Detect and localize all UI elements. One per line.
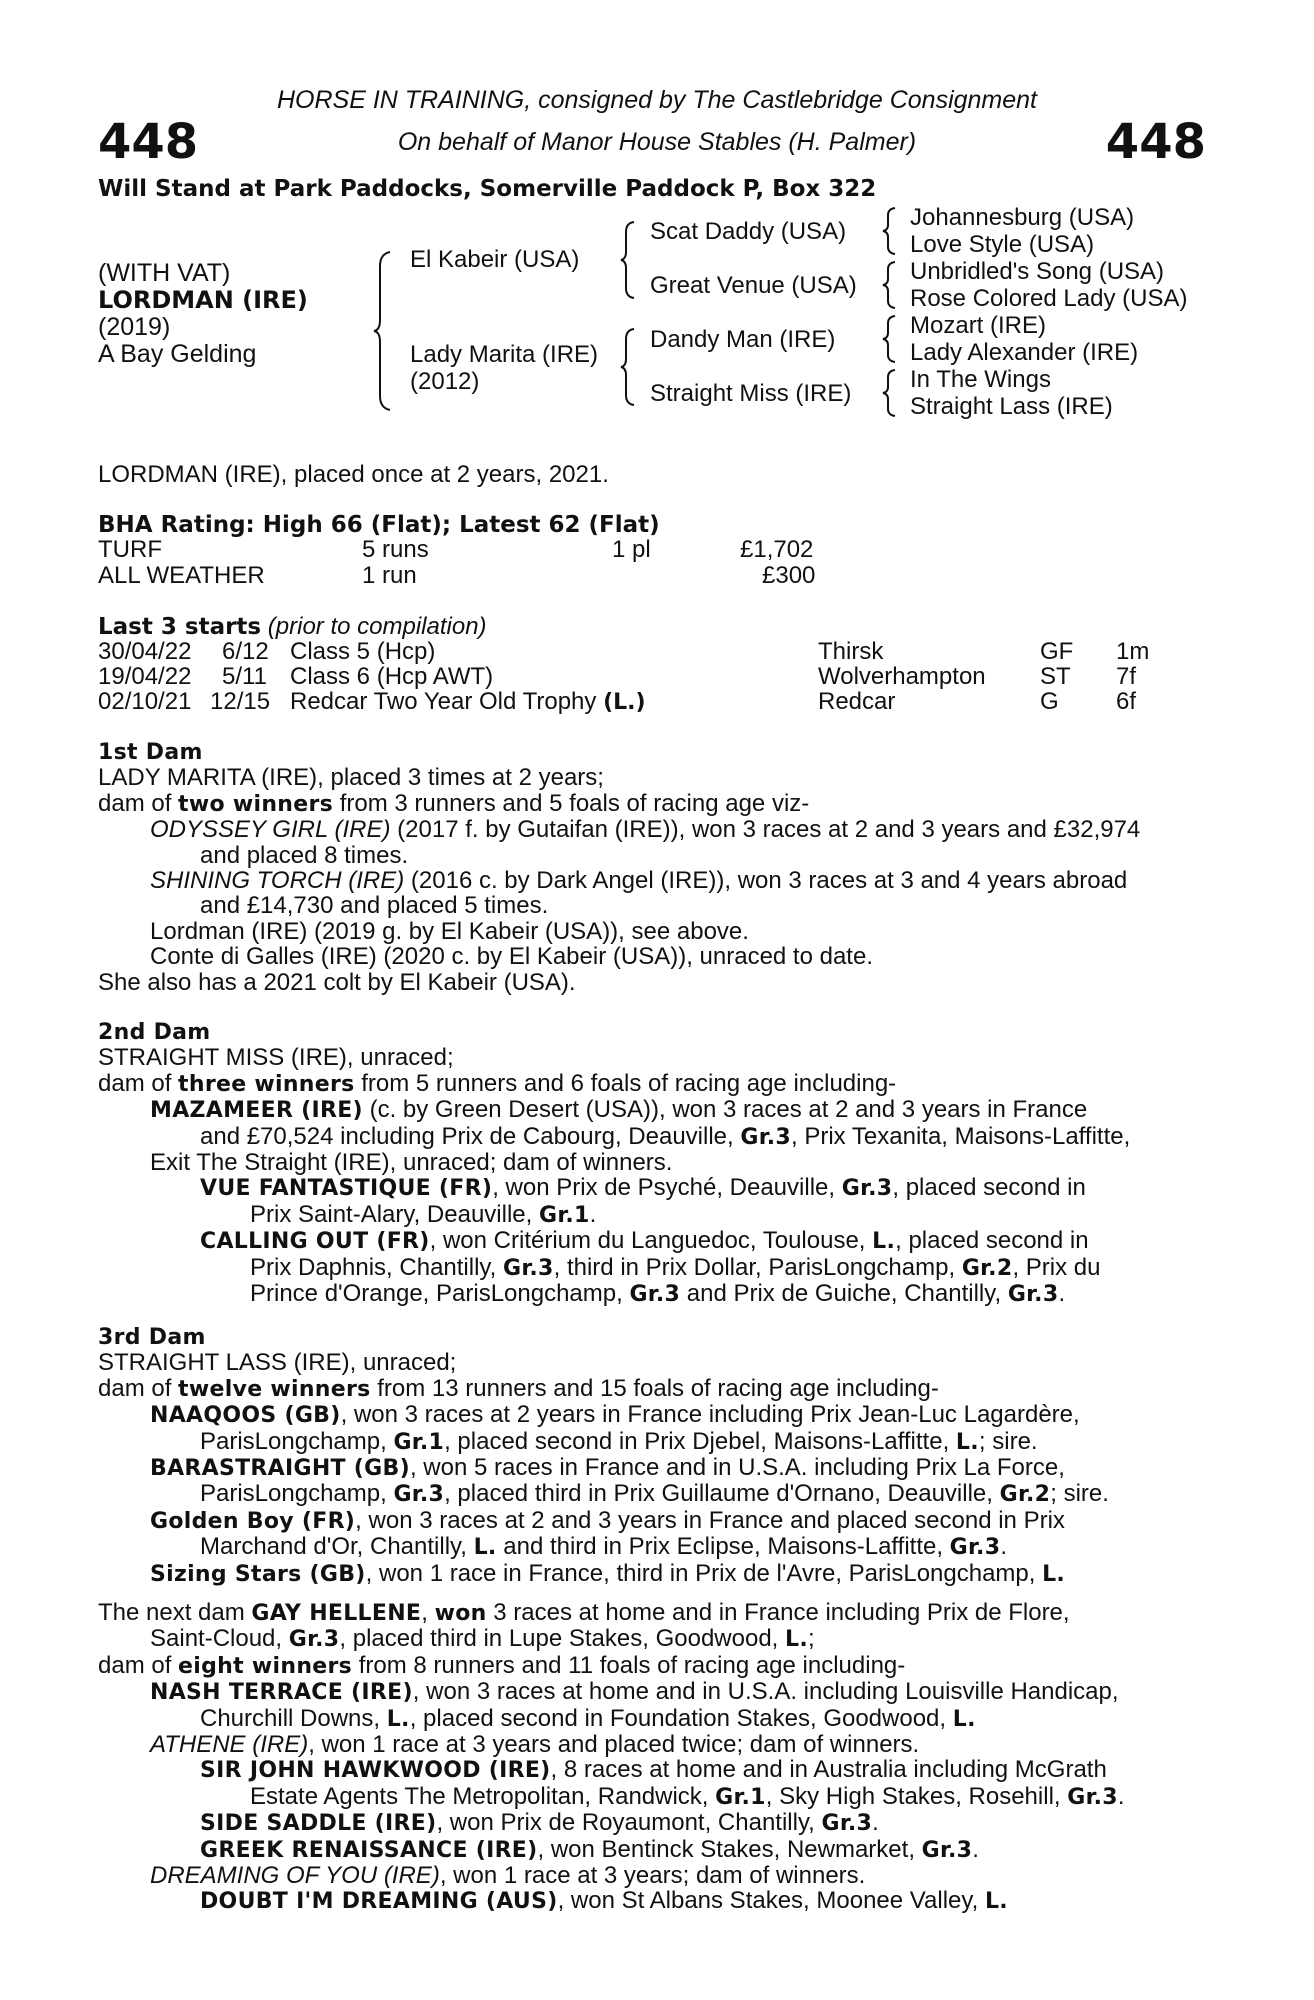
text: Prince d'Orange, ParisLongchamp, [250, 1280, 630, 1308]
pedigree-sss: Johannesburg (USA) [910, 204, 1135, 231]
pedigree-sdd: Rose Colored Lady (USA) [910, 285, 1188, 312]
pedigree-ssd: Love Style (USA) [910, 231, 1095, 258]
horse-description: A Bay Gelding [98, 340, 257, 368]
grade: Gr.3 [949, 1535, 1001, 1561]
turf-surface: TURF [98, 536, 162, 563]
grade: Gr.3 [393, 1482, 445, 1508]
grandprogeny-cont [98, 1202, 1208, 1228]
text: , third in Prix Dollar, ParisLongchamp, [553, 1253, 962, 1281]
text: , won Bentinck Stakes, Newmarket, [537, 1835, 922, 1863]
horse-name: GREEK RENAISSANCE (IRE) [200, 1837, 538, 1863]
start-race: Redcar Two Year Old Trophy [290, 688, 597, 715]
text: , 8 races at home and in Australia including McGrath [550, 1756, 1107, 1784]
dam-line: STRAIGHT LASS (IRE), unraced; [98, 1349, 457, 1377]
grade: L. [1042, 1561, 1066, 1587]
start-course: Redcar [818, 688, 896, 715]
start-course: Thirsk [818, 638, 884, 665]
text: (c. by Green Desert (USA)), won 3 races at 2 and 3 years in France [362, 1096, 1088, 1124]
text: Churchill Downs, [200, 1704, 387, 1732]
progeny-cont [98, 1124, 1208, 1150]
last-starts-note: (prior to compilation) [267, 613, 487, 640]
last-starts-title: Last 3 starts [98, 614, 262, 640]
grade: Gr.2 [999, 1482, 1051, 1508]
text: , won St Albans Stakes, Moonee Valley, [557, 1887, 985, 1915]
horse-name: SHINING TORCH (IRE) [150, 867, 405, 895]
section-title: 2nd Dam [98, 1020, 211, 1045]
start-distance: 6f [1116, 688, 1137, 715]
text: dam of [98, 1374, 179, 1402]
text: , won 3 races at 2 and 3 years in France and placed second in Prix [355, 1506, 1065, 1534]
text: , won 3 races at home and in U.S.A. including Louisville Handicap, [412, 1678, 1119, 1706]
grade: Gr.3 [821, 1811, 873, 1837]
horse-name: SIR JOHN HAWKWOOD (IRE) [200, 1758, 551, 1784]
horse-name: CALLING OUT (FR) [200, 1229, 430, 1255]
text: ; sire. [978, 1427, 1038, 1455]
progeny-athene [98, 1732, 1208, 1757]
text: , placed second in Prix Djebel, Maisons-Laffitte, [444, 1427, 956, 1455]
dam-produce-line [98, 1653, 1208, 1679]
pedigree-sds: Unbridled's Song (USA) [910, 258, 1165, 285]
text: , Sky High Stakes, Rosehill, [765, 1782, 1068, 1810]
text: , placed second in [895, 1227, 1089, 1255]
text: from 5 runners and 6 foals of racing age including- [354, 1069, 897, 1097]
text: , Prix du [1012, 1253, 1101, 1281]
text: and Prix de Guiche, Chantilly, [680, 1280, 1008, 1308]
start-position: 12/15 [210, 688, 271, 715]
aw-earnings: £300 [762, 562, 816, 589]
progeny-golden-boy [98, 1508, 1208, 1534]
aw-surface: ALL WEATHER [98, 562, 265, 589]
turf-runs: 5 runs [362, 536, 429, 563]
text: (2016 c. by Dark Angel (IRE)), won 3 races at 3 and 4 years abroad [404, 867, 1128, 895]
text: dam of [98, 789, 179, 817]
progeny-cont [98, 1429, 1208, 1455]
grade: Gr.3 [629, 1282, 681, 1308]
text: . [972, 1835, 979, 1863]
winners-count: eight winners [178, 1653, 353, 1679]
text: , placed third in Lupe Stakes, Goodwood, [339, 1625, 786, 1653]
horse-name: Sizing Stars (GB) [150, 1561, 366, 1587]
section-title: 3rd Dam [98, 1325, 206, 1350]
text: ParisLongchamp, [200, 1480, 394, 1508]
pedigree-ddd: Straight Lass (IRE) [910, 393, 1113, 420]
start-date: 02/10/21 [98, 688, 192, 715]
text: , placed third in Prix Guillaume d'Ornano, Deauville, [444, 1480, 1000, 1508]
winners-count: two winners [178, 791, 334, 817]
text: . [1058, 1280, 1066, 1308]
text: , [421, 1599, 435, 1626]
pedigree-sire: El Kabeir (USA) [410, 246, 580, 273]
horse-name: DOUBT I'M DREAMING (AUS) [200, 1889, 558, 1915]
lot-number-right: 448 [1105, 114, 1206, 170]
text: . [872, 1809, 879, 1837]
horse-name: VUE FANTASTIQUE (FR) [200, 1176, 493, 1202]
dam-line: STRAIGHT MISS (IRE), unraced; [98, 1044, 454, 1072]
horse-name: Golden Boy (FR) [150, 1508, 356, 1534]
pedigree-brace-ss [882, 206, 898, 256]
pedigree-brace-ds [882, 314, 898, 364]
grade: Gr.3 [502, 1255, 554, 1281]
pedigree-brace-main [372, 250, 394, 412]
progeny-sizing-stars [98, 1561, 1208, 1587]
bha-rating: BHA Rating: High 66 (Flat); Latest 62 (Flat) [98, 512, 660, 538]
text: ; [808, 1625, 815, 1653]
text: and third in Prix Eclipse, Maisons-Laffitte, [496, 1533, 950, 1561]
vendor-line: On behalf of Manor House Stables (H. Palmer) [397, 128, 917, 156]
progeny-shining-torch [98, 868, 1208, 893]
grandprogeny-cont [98, 1281, 1208, 1307]
horse-name: NASH TERRACE (IRE) [150, 1680, 413, 1706]
text: , placed second in Foundation Stakes, Goodwood, [409, 1704, 953, 1732]
horse-name: SIDE SADDLE (IRE) [200, 1811, 437, 1837]
text: ; sire. [1050, 1480, 1109, 1508]
horse-name: MAZAMEER (IRE) [150, 1098, 363, 1124]
pedigree-dsd: Lady Alexander (IRE) [910, 339, 1139, 366]
text: , won 1 race at 3 years and placed twice; dam of winners. [308, 1731, 920, 1759]
pedigree-dam-dam: Straight Miss (IRE) [650, 380, 852, 407]
grade: L. [955, 1429, 979, 1455]
grade: Gr.3 [288, 1627, 340, 1653]
pedigree-sire-sire: Scat Daddy (USA) [650, 218, 847, 245]
grade: Gr.1 [538, 1202, 590, 1228]
grade: Gr.3 [841, 1176, 893, 1202]
progeny-cont: and placed 8 times. [200, 841, 409, 869]
start-distance: 1m [1116, 638, 1150, 665]
dam-name: GAY HELLENE [251, 1601, 422, 1626]
grade: Gr.1 [715, 1784, 766, 1810]
grade: Gr.3 [1007, 1282, 1059, 1308]
grade: L. [872, 1229, 896, 1255]
start-date: 19/04/22 [98, 663, 192, 690]
section-title: 1st Dam [98, 740, 203, 765]
text: (2017 f. by Gutaifan (IRE)), won 3 races at 2 and 3 years and £32,974 [390, 816, 1141, 844]
text: The next dam [98, 1599, 252, 1626]
progeny-cont: and £14,730 and placed 5 times. [200, 892, 549, 920]
grade: L. [473, 1535, 497, 1561]
horse-name: NAAQOOS (GB) [150, 1403, 341, 1429]
grade: L. [386, 1706, 410, 1732]
progeny-exit-the-straight: Exit The Straight (IRE), unraced; dam of winners. [150, 1149, 673, 1177]
start-course: Wolverhampton [818, 663, 986, 690]
text: ParisLongchamp, [200, 1427, 394, 1455]
text: and £70,524 including Prix de Cabourg, Deauville, [200, 1122, 741, 1150]
fourth-dam-section [98, 1600, 1208, 1915]
pedigree-dam-sire: Dandy Man (IRE) [650, 326, 836, 353]
horse-year: (2019) [98, 313, 171, 341]
stand-location: Will Stand at Park Paddocks, Somerville Paddock P, Box 322 [98, 176, 877, 202]
grade: Gr.1 [393, 1429, 445, 1455]
dam-line [98, 1600, 1208, 1626]
text: Marchand d'Or, Chantilly, [200, 1533, 474, 1561]
progeny-conte-di-galles: Conte di Galles (IRE) (2020 c. by El Kabeir (USA)), unraced to date. [150, 943, 873, 971]
grandprogeny-side-saddle [98, 1810, 1208, 1836]
lot-number-left: 448 [98, 114, 199, 170]
consignor-line: HORSE IN TRAINING, consigned by The Castlebridge Consignment [276, 86, 1038, 114]
third-dam-section [98, 1325, 1208, 1587]
progeny-dreaming-of-you [98, 1863, 1208, 1888]
pedigree-dam-year: (2012) [410, 368, 480, 395]
grade: L. [984, 1889, 1008, 1915]
start-position: 6/12 [222, 638, 269, 665]
progeny-lordman: Lordman (IRE) (2019 g. by El Kabeir (USA)), see above. [150, 917, 749, 945]
text: dam of [98, 1069, 179, 1097]
horse-name: BARASTRAIGHT (GB) [150, 1456, 410, 1482]
winners-count: three winners [178, 1071, 355, 1097]
won-label: won [434, 1601, 487, 1626]
horse-name: ODYSSEY GIRL (IRE) [150, 816, 391, 844]
progeny-cont [98, 1481, 1208, 1507]
start-race: Class 5 (Hcp) [290, 638, 436, 665]
text: , won 5 races in France and in U.S.A. including Prix La Force, [409, 1454, 1065, 1482]
progeny-mazameer [98, 1097, 1208, 1123]
second-dam-section [98, 1020, 1208, 1307]
pedigree-brace-dd [882, 368, 898, 418]
grandprogeny-doubt-im-dreaming [98, 1888, 1208, 1914]
text: , won Prix de Royaumont, Chantilly, [436, 1809, 822, 1837]
dam-produce-line [98, 1376, 1208, 1402]
turf-earnings: £1,702 [740, 536, 814, 563]
horse-name: LORDMAN (IRE) [98, 286, 308, 314]
text: , placed second in [892, 1174, 1086, 1202]
text: dam of [98, 1651, 179, 1679]
grandprogeny-cont [98, 1255, 1208, 1281]
text: from 8 runners and 11 foals of racing age including- [352, 1651, 906, 1679]
grandprogeny-sir-john-hawkwood [98, 1757, 1208, 1783]
last-starts-heading [98, 613, 487, 641]
text: . [1117, 1782, 1125, 1810]
pedigree-dam: Lady Marita (IRE) [410, 341, 599, 368]
start-going: GF [1040, 638, 1074, 665]
dam-line-cont [98, 1626, 1208, 1652]
progeny-cont [98, 1534, 1208, 1560]
progeny-nash-terrace [98, 1679, 1208, 1705]
pedigree-brace-sire [620, 220, 638, 300]
text: Estate Agents The Metropolitan, Randwick, [250, 1782, 716, 1810]
start-date: 30/04/22 [98, 638, 192, 665]
horse-name: DREAMING OF YOU (IRE) [150, 1862, 440, 1890]
text: , Prix Texanita, Maisons-Laffitte, [791, 1122, 1131, 1150]
start-distance: 7f [1116, 663, 1137, 690]
grade: L. [785, 1627, 808, 1653]
text: Prix Daphnis, Chantilly, [250, 1253, 503, 1281]
dam-produce-line [98, 1071, 1208, 1097]
first-dam-section [98, 740, 1208, 995]
grandprogeny-calling-out [98, 1228, 1208, 1254]
text: , won 3 races at 2 years in France including Prix Jean-Luc Lagardère, [340, 1401, 1080, 1429]
listed-badge: (L.) [603, 690, 646, 715]
progeny-odyssey-girl [98, 817, 1208, 842]
race-summary: LORDMAN (IRE), placed once at 2 years, 2021. [98, 461, 609, 488]
progeny-barastraight [98, 1455, 1208, 1481]
grandprogeny-cont [98, 1784, 1208, 1810]
text: , won 1 race in France, third in Prix de l'Avre, ParisLongchamp, [365, 1559, 1043, 1587]
text: from 3 runners and 5 foals of racing age viz- [333, 789, 810, 817]
text: from 13 runners and 15 foals of racing age including- [370, 1374, 939, 1402]
text: Prix Saint-Alary, Deauville, [250, 1200, 539, 1228]
text: . [589, 1200, 597, 1228]
text: . [1000, 1533, 1007, 1561]
pedigree-dss: Mozart (IRE) [910, 312, 1047, 339]
aw-runs: 1 run [362, 562, 417, 589]
start-race-wrap [290, 689, 646, 716]
progeny-cont [98, 1706, 1208, 1732]
grade: L. [952, 1706, 976, 1732]
text: , won Critérium du Languedoc, Toulouse, [429, 1227, 873, 1255]
pedigree-brace-dam [620, 327, 638, 407]
pedigree-sire-dam: Great Venue (USA) [650, 272, 857, 299]
grade: Gr.3 [1067, 1784, 1118, 1810]
grandprogeny-vue-fantastique [98, 1175, 1208, 1201]
progeny-2021-colt: She also has a 2021 colt by El Kabeir (USA). [98, 968, 576, 996]
progeny-naaqoos [98, 1402, 1208, 1428]
text: , won 1 race at 3 years; dam of winners. [439, 1862, 866, 1890]
turf-placed: 1 pl [612, 536, 651, 563]
dam-produce-line [98, 791, 1208, 817]
text: Saint-Cloud, [150, 1625, 289, 1653]
grade: Gr.2 [961, 1255, 1013, 1281]
grandprogeny-greek-renaissance [98, 1837, 1208, 1863]
winners-count: twelve winners [178, 1376, 371, 1402]
start-going: ST [1040, 663, 1071, 690]
grade: Gr.3 [740, 1124, 791, 1150]
pedigree-dds: In The Wings [910, 366, 1051, 393]
vat-label: (WITH VAT) [98, 259, 231, 287]
text: 3 races at home and in France including Prix de Flore, [486, 1599, 1070, 1626]
dam-line: LADY MARITA (IRE), placed 3 times at 2 years; [98, 764, 604, 792]
text: , won Prix de Psyché, Deauville, [492, 1174, 842, 1202]
grade: Gr.3 [921, 1837, 973, 1863]
start-race: Class 6 (Hcp AWT) [290, 663, 494, 690]
horse-name: ATHENE (IRE) [150, 1731, 309, 1759]
start-going: G [1040, 688, 1059, 715]
start-position: 5/11 [222, 663, 267, 690]
pedigree-brace-sd [882, 260, 898, 310]
